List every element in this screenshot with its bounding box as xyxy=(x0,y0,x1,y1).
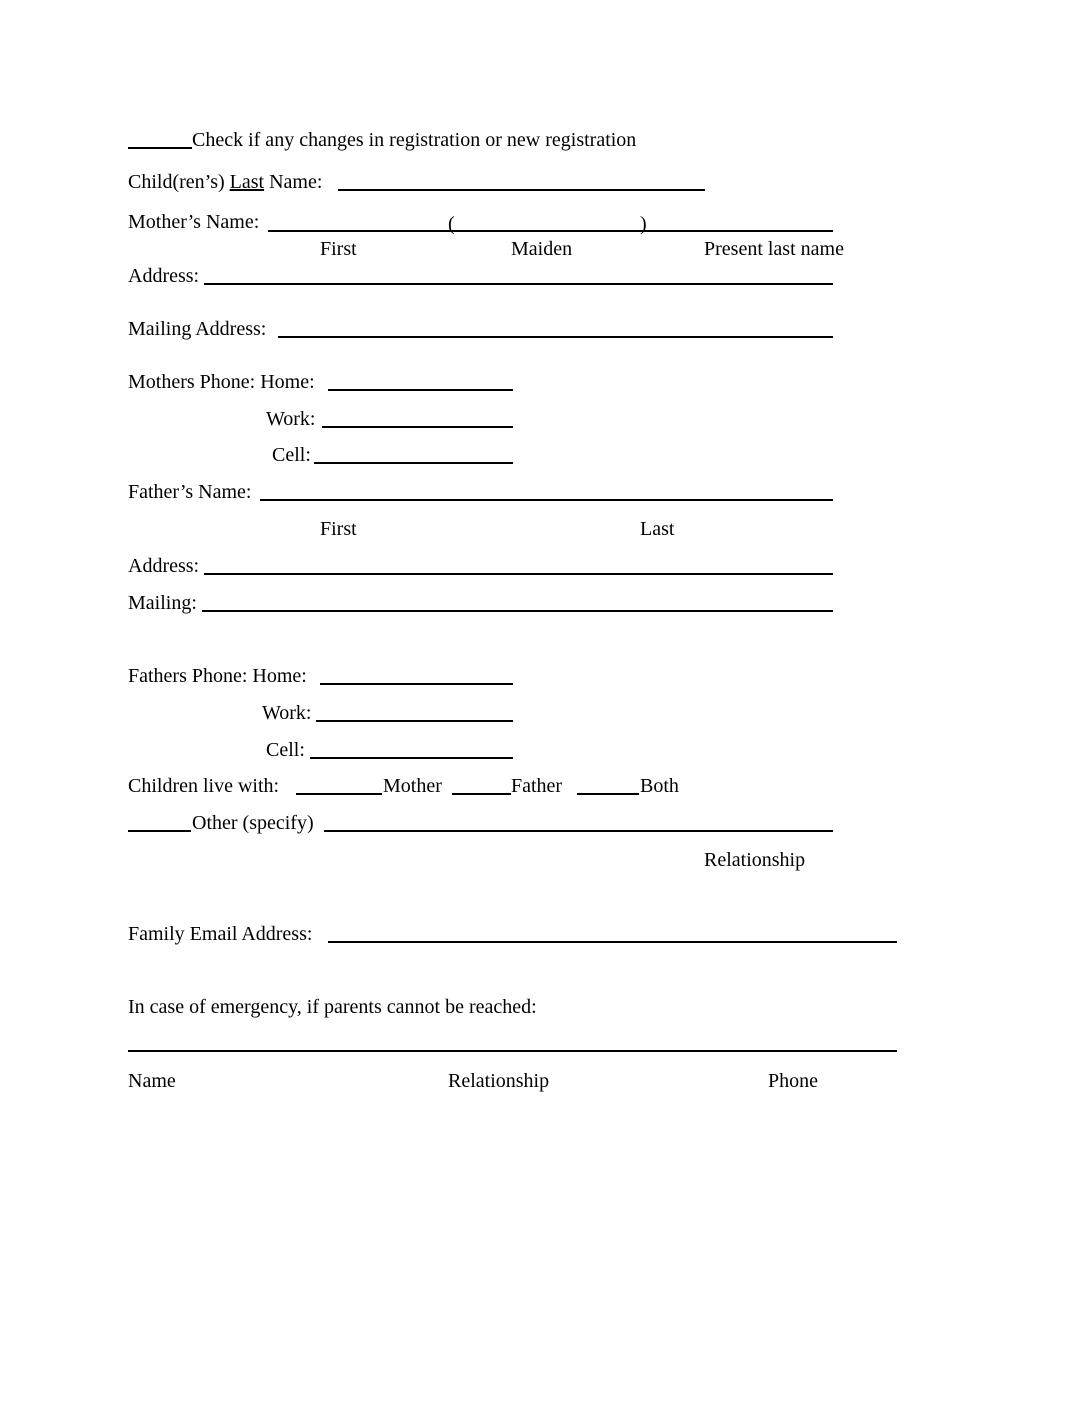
father-sub-last: Last xyxy=(640,518,675,540)
mother-address-field[interactable] xyxy=(204,283,833,285)
live-with-father-label: Father xyxy=(511,775,563,797)
father-name-field[interactable] xyxy=(260,499,833,501)
check-label: Check if any changes in registration or new registration xyxy=(192,129,637,151)
father-sub-first: First xyxy=(320,518,357,540)
father-mailing-field[interactable] xyxy=(202,610,833,612)
father-name-label: Father’s Name: xyxy=(128,481,252,503)
live-with-father-blank[interactable] xyxy=(452,793,511,795)
mother-phone-cell-field[interactable] xyxy=(314,462,513,464)
father-phone-work-field[interactable] xyxy=(316,720,513,722)
father-phone-home-label: Fathers Phone: Home: xyxy=(128,665,307,687)
live-with-mother-blank[interactable] xyxy=(296,793,382,795)
mother-mailing-field[interactable] xyxy=(278,336,833,338)
father-phone-home-field[interactable] xyxy=(320,683,513,685)
live-with-both-blank[interactable] xyxy=(577,793,639,795)
mother-phone-home-label: Mothers Phone: Home: xyxy=(128,371,315,393)
mother-sub-first: First xyxy=(320,238,357,260)
mother-phone-work-field[interactable] xyxy=(322,426,513,428)
father-phone-work-label: Work: xyxy=(262,702,312,724)
mother-phone-work-label: Work: xyxy=(266,408,316,430)
emergency-heading: In case of emergency, if parents cannot be reached: xyxy=(128,996,537,1018)
live-with-mother-label: Mother xyxy=(383,775,442,797)
father-address-label: Address: xyxy=(128,555,200,577)
mother-phone-cell-label: Cell: xyxy=(272,444,311,466)
emergency-phone-label: Phone xyxy=(768,1070,818,1092)
father-phone-cell-field[interactable] xyxy=(310,757,513,759)
mother-name-label: Mother’s Name: xyxy=(128,211,260,233)
mother-name-field[interactable] xyxy=(268,230,833,232)
children-last-name-field[interactable] xyxy=(338,189,705,191)
family-email-label: Family Email Address: xyxy=(128,923,313,945)
emergency-name-label: Name xyxy=(128,1070,176,1092)
mother-phone-home-field[interactable] xyxy=(328,389,513,391)
live-with-other-label: Other (specify) xyxy=(192,812,314,834)
father-mailing-label: Mailing: xyxy=(128,592,197,614)
children-label-suffix: Name: xyxy=(264,171,323,193)
live-with-relationship-label: Relationship xyxy=(704,849,806,871)
mother-maiden-paren-close: ) xyxy=(640,213,647,235)
mother-address-label: Address: xyxy=(128,265,200,287)
father-address-field[interactable] xyxy=(204,573,833,575)
live-with-other-blank[interactable] xyxy=(128,830,191,832)
live-with-label: Children live with: xyxy=(128,775,280,797)
mother-sub-present: Present last name xyxy=(704,238,844,260)
emergency-relationship-label: Relationship xyxy=(448,1070,550,1092)
mother-mailing-label: Mailing Address: xyxy=(128,318,267,340)
emergency-contact-field[interactable] xyxy=(128,1050,897,1052)
father-phone-cell-label: Cell: xyxy=(266,739,305,761)
children-last-name-label xyxy=(128,170,322,194)
live-with-both-label: Both xyxy=(640,775,679,797)
family-email-field[interactable] xyxy=(328,941,897,943)
check-blank[interactable] xyxy=(128,147,192,149)
mother-maiden-paren-open: ( xyxy=(448,213,455,235)
children-label-last: Last xyxy=(229,171,265,193)
children-label-prefix: Child(ren’s) xyxy=(128,171,230,193)
live-with-other-field[interactable] xyxy=(324,830,833,832)
mother-sub-maiden: Maiden xyxy=(511,238,573,260)
